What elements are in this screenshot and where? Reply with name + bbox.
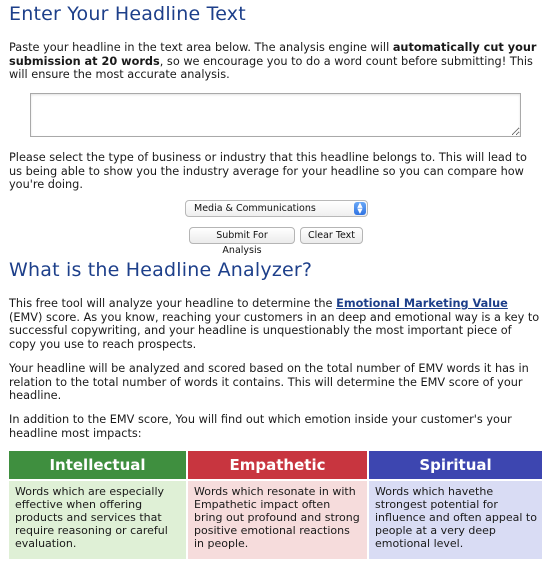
enter-headline-title: Enter Your Headline Text: [9, 3, 246, 25]
emotion-header: Intellectual: [9, 451, 186, 479]
emotion-header: Empathetic: [188, 451, 367, 479]
headline-instructions: [9, 41, 542, 82]
emotion-categories-table: [9, 451, 542, 559]
emotion-column-spiritual: [369, 451, 542, 559]
about-p1-text-2: (EMV) score. As you know, reaching your customers in an deep and emotional way is a key to successful copywriting, and your headline is unquestionably the most important piece of copy you use to reach prospects.: [9, 310, 540, 351]
headline-textarea[interactable]: [30, 93, 521, 137]
what-is-analyzer-title: What is the Headline Analyzer?: [9, 259, 313, 281]
industry-prompt: Please select the type of business or industry that this headline belongs to. This will lead to us being able to show you the industry average for your headline so you can compare how you're doing.: [9, 151, 527, 192]
about-p1-text-1: This free tool will analyze your headline to determine the: [9, 297, 337, 310]
emotion-column-empathetic: [188, 451, 367, 559]
emv-link[interactable]: Emotional Marketing Value: [336, 297, 508, 310]
about-paragraph-1: [9, 297, 542, 351]
clear-text-button[interactable]: Clear Text: [300, 227, 363, 244]
emotion-description: Words which are especially effective when offering products and services that require reasoning or careful evaluation.: [9, 481, 186, 559]
submit-for-analysis-button[interactable]: Submit For Analysis: [189, 227, 295, 244]
industry-select-value: Media & Communications: [194, 203, 316, 214]
about-paragraph-3: In addition to the EMV score, You will find out which emotion inside your customer's your headline most impacts:: [9, 413, 512, 440]
emotion-header: Spiritual: [369, 451, 542, 479]
emotion-column-intellectual: [9, 451, 186, 559]
instructions-bold-warning: automatically cut your submission at 20 words: [9, 41, 537, 68]
about-paragraph-2: Your headline will be analyzed and scored based on the total number of EMV words it has in relation to the total number of words it contains. This will determine the EMV score of your headline.: [9, 362, 529, 403]
instructions-text-1: Paste your headline in the text area below. The analysis engine will: [9, 41, 393, 54]
emotion-description: Words which resonate in with Empathetic impact often bring out profound and strong positive emotional reactions in people.: [188, 481, 367, 559]
chevron-updown-icon: ▲ ▼: [354, 202, 366, 215]
industry-select[interactable]: [185, 200, 368, 217]
instructions-text-2: , so we encourage you to do a word count before submitting! This will ensure the most accurate analysis.: [9, 54, 533, 82]
emotion-description: Words which havethe strongest potential for influence and often appeal to people at a very deep emotional level.: [369, 481, 542, 559]
